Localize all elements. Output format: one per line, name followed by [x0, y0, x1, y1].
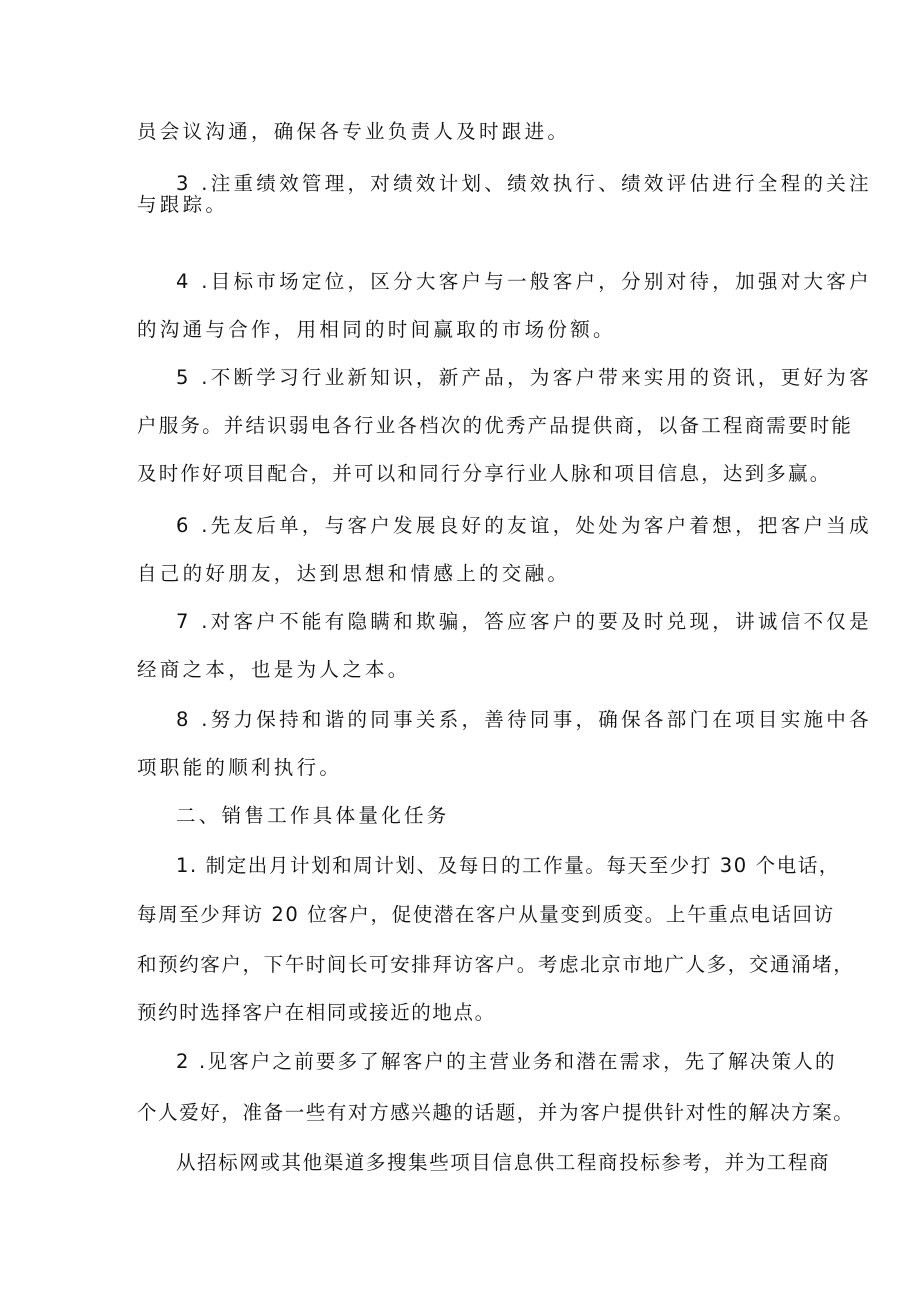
text-line: 从招标网或其他渠道多搜集些项目信息供工程商投标参考，并为工程商 [176, 1151, 831, 1174]
text-line: 员会议沟通，确保各专业负责人及时跟进。 [137, 120, 571, 143]
text-line: 1. 制定出月计划和周计划、及每日的工作量。每天至少打 30 个电话， [176, 854, 841, 877]
text-line: 的沟通与合作，用相同的时间赢取的市场份额。 [137, 318, 616, 341]
text-line: 户服务。并结识弱电各行业各档次的优秀产品提供商，以备工程商需要时能 [137, 414, 854, 437]
text-line: 5 .不断学习行业新知识，新产品，为客户带来实用的资讯，更好为客 [176, 366, 872, 389]
text-line: 预约时选择客户在相同或接近的地点。 [137, 1001, 496, 1024]
text-line: 每周至少拜访 20 位客户，促使潜在客户从量变到质变。上午重点电话回访 [137, 903, 835, 926]
text-line: 个人爱好，准备一些有对方感兴趣的话题，并为客户提供针对性的解决方案。 [137, 1101, 855, 1124]
text-line: 与跟踪。 [137, 193, 229, 216]
text-line: 及时作好项目配合，并可以和同行分享行业人脉和项目信息，达到多赢。 [137, 462, 832, 485]
text-line: 4 .目标市场定位，区分大客户与一般客户，分别对待，加强对大客户 [176, 270, 872, 293]
text-line: 项职能的顺利执行。 [137, 756, 343, 779]
text-line: 3 .注重绩效管理，对绩效计划、绩效执行、绩效评估进行全程的关注 [176, 172, 872, 195]
text-line: 6 .先友后单，与客户发展良好的友谊，处处为客户着想，把客户当成 [176, 514, 872, 537]
text-line: 7 .对客户不能有隐瞒和欺骗，答应客户的要及时兑现，讲诚信不仅是 [176, 610, 872, 633]
text-line: 8 .努力保持和谐的同事关系，善待同事，确保各部门在项目实施中各 [176, 708, 872, 731]
text-line: 经商之本，也是为人之本。 [137, 658, 411, 681]
text-line: 和预约客户，下午时间长可安排拜访客户。考虑北京市地广人多，交通涌堵， [137, 953, 855, 976]
text-line: 2 .见客户之前要多了解客户的主营业务和潜在需求，先了解决策人的 [176, 1050, 837, 1073]
section-heading: 二、销售工作具体量化任务 [176, 804, 450, 827]
text-line: 自己的好朋友，达到思想和情感上的交融。 [137, 562, 571, 585]
